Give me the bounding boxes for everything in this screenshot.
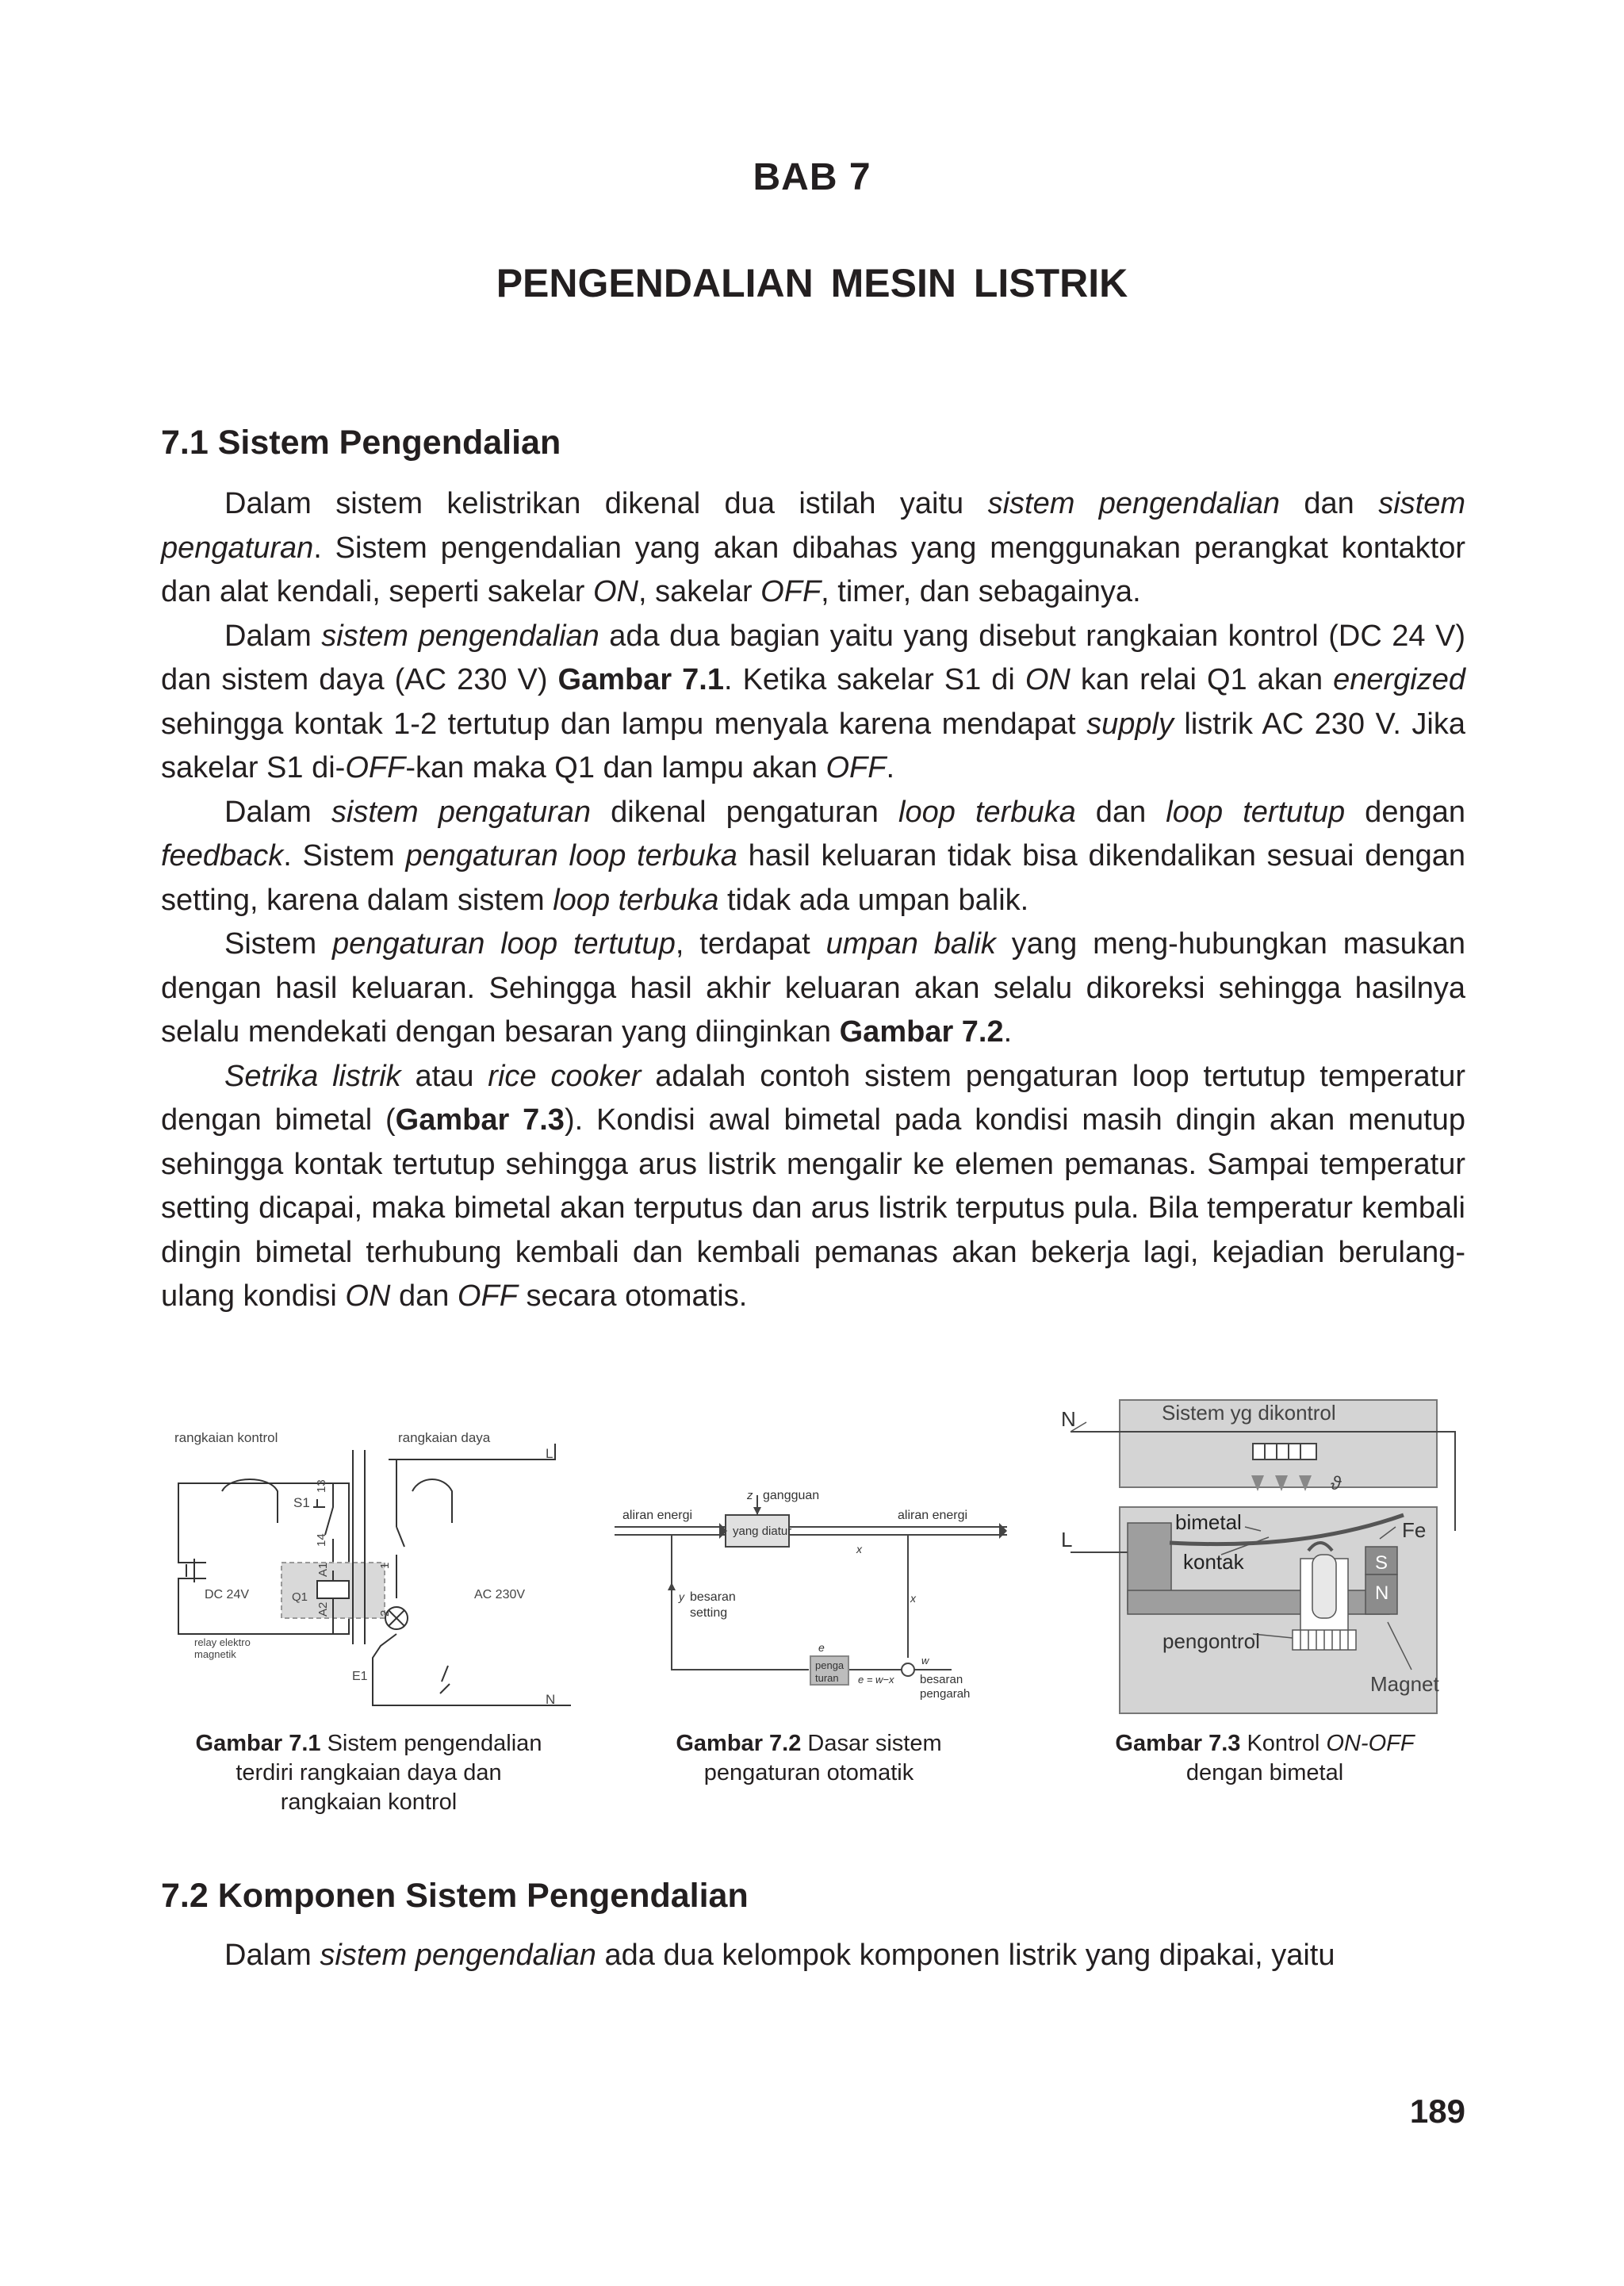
fig1-label-relay-2: magnetik (194, 1648, 236, 1660)
figure-7-3-bimetal (1063, 1396, 1467, 1721)
section-heading-7-2: 7.2 Komponen Sistem Pengendalian (161, 1877, 749, 1915)
fig1-label-A2: A2 (316, 1601, 330, 1617)
fig1-label-L: L (546, 1446, 553, 1461)
fig1-label-A1: A1 (316, 1562, 330, 1577)
fig2-label-x1: x (856, 1543, 862, 1555)
fig1-label-Q1: Q1 (292, 1590, 308, 1604)
fig3-label-N: N (1061, 1407, 1076, 1431)
fig1-label-E1: E1 (352, 1670, 368, 1683)
fig2-label-penga-2: turan (815, 1672, 839, 1684)
fig3-label-kontak: kontak (1183, 1550, 1244, 1574)
fig1-label-N: N (546, 1692, 556, 1707)
fig3-label-theta: ϑ (1331, 1473, 1342, 1494)
fig2-label-aliran-in: aliran energi (622, 1509, 693, 1522)
fig1-label-dc: DC 24V (205, 1588, 250, 1601)
chapter-number: BAB 7 (753, 156, 871, 198)
figure-7-1-circuit (159, 1428, 571, 1721)
fig2-label-besaran-pengarah-2: pengarah (920, 1687, 971, 1701)
paragraph-2: Dalam sistem pengendalian ada dua bagian yaitu yang disebut rangkaian kontrol (DC 24 V) dan sistem daya (AC 230 V) Gambar 7.1. Ketika sakelar S1 di ON kan relai Q1 akan energized sehingga kontak 1-2 tertutup dan lampu menyala karena mendapat supply listrik AC 230 V. Jika sakelar S1 di-OFF-kan maka Q1 dan lampu akan OFF. (161, 619, 1466, 784)
fig1-label-rangkaian-daya: rangkaian daya (398, 1430, 491, 1445)
fig2-label-aliran-out: aliran energi (898, 1509, 968, 1522)
fig2-label-besaran-setting-1: besaran (690, 1590, 736, 1604)
fig1-label-13: 13 (315, 1479, 328, 1493)
fig3-label-S: S (1375, 1552, 1388, 1574)
section-7-1-body (161, 482, 1465, 1319)
page-number: 189 (1409, 2092, 1465, 2130)
figure-7-1-caption: Gambar 7.1 Sistem pengendalian terdiri rangkaian daya dan rangkaian kontrol (195, 1731, 542, 1815)
fig1-label-2: 2 (378, 1609, 392, 1617)
paragraph-1: Dalam sistem kelistrikan dikenal dua istilah yaitu sistem pengendalian dan sistem pengaturan. Sistem pengendalian yang akan dibahas yang menggunakan perangkat kontaktor dan alat kendali, seperti sakelar ON, sakelar OFF, timer, dan sebagainya. (161, 487, 1465, 608)
figure-7-3-caption: Gambar 7.3 Kontrol ON-OFF dengan bimetal (1115, 1731, 1415, 1785)
fig2-label-besaran-pengarah-1: besaran (920, 1673, 963, 1686)
fig2-label-besaran-setting-2: setting (690, 1606, 728, 1620)
fig2-label-z: z (747, 1489, 753, 1502)
fig2-label-formula: e = w−x (858, 1674, 894, 1686)
paragraph-4: Sistem pengaturan loop tertutup, terdapat umpan balik yang meng-hubungkan masukan dengan hasil keluaran. Sehingga hasil akhir keluaran akan selalu dikoreksi sehingga hasilnya selalu mendekati dengan besaran yang diinginkan Gambar 7.2. (161, 927, 1465, 1049)
paragraph-3: Dalam sistem pengaturan dikenal pengaturan loop terbuka dan loop tertutup dengan feedback. Sistem pengaturan loop terbuka hasil keluaran tidak bisa dikendalikan sesuai dengan setting, karena dalam sistem loop terbuka tidak ada umpan balik. (161, 795, 1465, 917)
fig3-label-bimetal: bimetal (1175, 1510, 1242, 1534)
chapter-title: PENGENDALIAN MESIN LISTRIK (496, 261, 1128, 305)
section-heading-7-1: 7.1 Sistem Pengendalian (161, 424, 561, 462)
fig3-label-sistem: Sistem yg dikontrol (1162, 1401, 1336, 1425)
fig1-label-1: 1 (378, 1562, 392, 1569)
fig2-label-w: w (921, 1655, 929, 1667)
paragraph-6: Dalam sistem pengendalian ada dua kelompok komponen listrik yang dipakai, yaitu (224, 1939, 1335, 1972)
fig2-label-e: e (818, 1641, 825, 1654)
fig1-label-rangkaian-kontrol: rangkaian kontrol (174, 1430, 278, 1445)
fig2-label-x2: x (910, 1592, 916, 1605)
section-7-2-body (161, 1934, 1465, 1978)
fig3-label-L: L (1061, 1528, 1073, 1551)
fig2-label-y: y (679, 1590, 684, 1603)
fig2-label-penga-1: penga (815, 1659, 845, 1671)
paragraph-5: Setrika listrik atau rice cooker adalah contoh sistem pengaturan loop tertutup temperatur dengan bimetal (Gambar 7.3). Kondisi awal bimetal pada kondisi masih dingin akan menutup sehingga kontak tertutup sehingga arus listrik mengalir ke elemen pemanas. Sampai temperatur setting dicapai, maka bimetal akan terputus dan arus listrik terputus pula. Bila temperatur kembali dingin bimetal terhubung kembali dan kembali pemanas akan bekerja lagi, kejadian berulang-ulang kondisi ON dan OFF secara otomatis. (161, 1059, 1466, 1313)
fig2-label-gangguan: gangguan (763, 1489, 820, 1502)
fig3-label-magnet-N: N (1375, 1582, 1389, 1604)
fig2-label-yang-diatur: yang diatur (733, 1525, 792, 1538)
fig3-label-Fe: Fe (1402, 1518, 1427, 1542)
fig1-label-14: 14 (315, 1533, 328, 1547)
fig1-label-S1: S1 (293, 1495, 310, 1510)
fig3-label-magnet: Magnet (1370, 1672, 1439, 1696)
fig1-label-ac: AC 230V (474, 1588, 526, 1601)
figure-7-2-caption: Gambar 7.2 Dasar sistem pengaturan otomatik (676, 1731, 942, 1785)
figure-7-2-control-loop (611, 1475, 1023, 1721)
fig3-label-pengontrol: pengontrol (1162, 1629, 1260, 1653)
fig1-label-relay-1: relay elektro (194, 1636, 251, 1648)
